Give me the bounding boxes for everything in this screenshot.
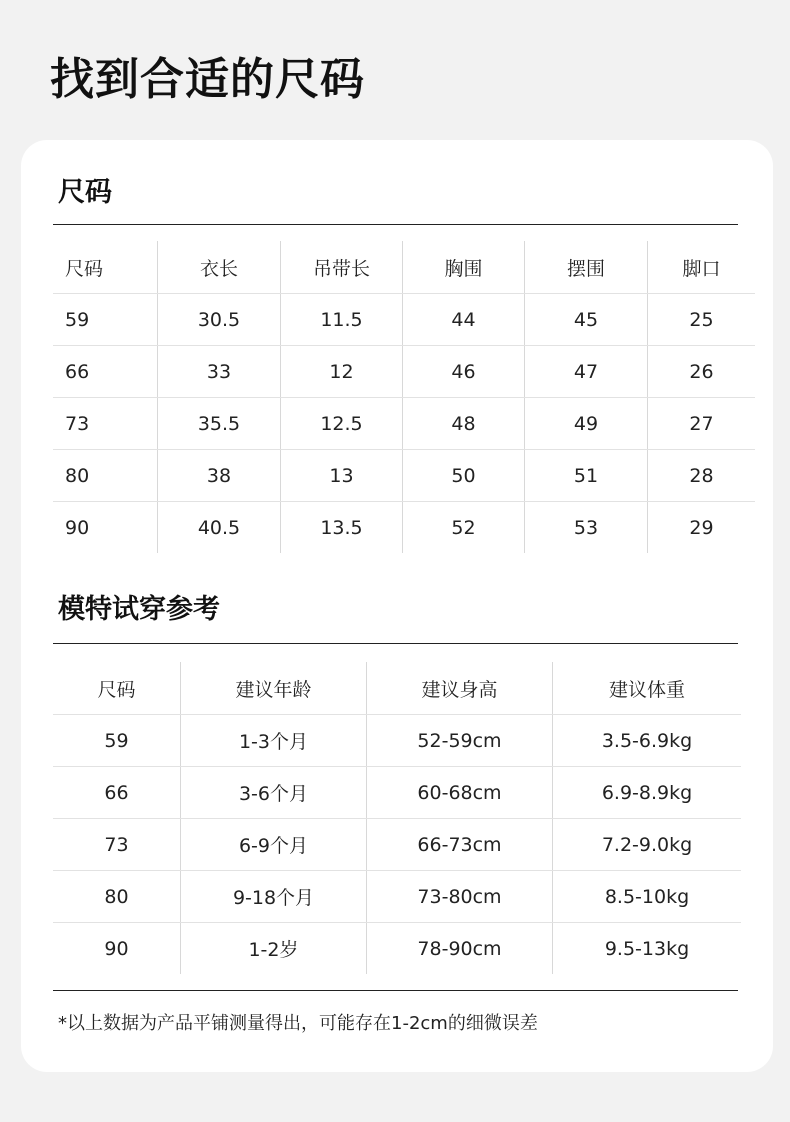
weight-cell: 3.5-6.9kg [553,715,742,767]
size-header-chest: 胸围 [403,241,525,294]
length-cell: 33 [158,346,281,398]
height-cell: 52-59cm [367,715,553,767]
age-cell: 6-9个月 [181,819,367,871]
size-cell: 73 [53,819,181,871]
chest-cell: 48 [403,398,525,450]
table-row [53,502,755,554]
height-cell: 60-68cm [367,767,553,819]
age-cell: 9-18个月 [181,871,367,923]
size-cell: 80 [53,450,158,502]
age-cell: 3-6个月 [181,767,367,819]
chest-cell: 52 [403,502,525,554]
weight-cell: 6.9-8.9kg [553,767,742,819]
leg-opening-cell: 28 [648,450,756,502]
strap-length-cell: 13.5 [281,502,403,554]
table-row [53,871,741,923]
size-cell: 80 [53,871,181,923]
model-header-age: 建议年龄 [181,662,367,715]
hem-cell: 49 [525,398,648,450]
model-fit-table [53,662,741,974]
age-cell: 1-2岁 [181,923,367,975]
hem-cell: 47 [525,346,648,398]
size-cell: 66 [53,767,181,819]
model-section-title: 模特试穿参考 [58,594,220,625]
model-header-height: 建议身高 [367,662,553,715]
size-cell: 90 [65,516,90,539]
strap-length-cell: 12 [281,346,403,398]
length-cell: 35.5 [158,398,281,450]
hem-cell: 51 [525,450,648,502]
length-cell: 30.5 [158,294,281,346]
weight-cell: 9.5-13kg [553,923,742,975]
hem-cell: 45 [525,294,648,346]
leg-opening-cell: 25 [648,294,756,346]
size-header-size: 尺码 [53,241,158,294]
table-row [53,923,741,975]
model-table-header-row [53,662,741,715]
strap-length-cell: 11.5 [281,294,403,346]
strap-length-cell: 12.5 [281,398,403,450]
size-header-length: 衣长 [158,241,281,294]
leg-opening-cell: 26 [648,346,756,398]
length-cell: 40.5 [158,502,281,554]
table-row [53,346,755,398]
weight-cell: 7.2-9.0kg [553,819,742,871]
size-section-divider [53,224,738,225]
size-section-title: 尺码 [58,177,112,208]
size-cell: 59 [53,294,158,346]
size-header-strap-length: 吊带长 [281,241,403,294]
size-cell: 73 [53,398,158,450]
size-header-hem: 摆围 [525,241,648,294]
weight-cell: 8.5-10kg [553,871,742,923]
footnote-divider [53,990,738,991]
table-row [53,294,755,346]
leg-opening-cell: 29 [648,502,756,554]
model-header-size: 尺码 [53,662,181,715]
table-row [53,450,755,502]
model-section-divider [53,643,738,644]
size-table-header-row [53,241,755,294]
size-cell: 59 [53,715,181,767]
size-table [53,241,755,553]
age-cell: 1-3个月 [181,715,367,767]
height-cell: 78-90cm [367,923,553,975]
table-row [53,398,755,450]
height-cell: 66-73cm [367,819,553,871]
page-title: 找到合适的尺码 [50,54,365,105]
length-cell: 38 [158,450,281,502]
measurement-footnote: *以上数据为产品平铺测量得出，可能存在1-2cm的细微误差 [58,1013,538,1034]
height-cell: 73-80cm [367,871,553,923]
table-row [53,767,741,819]
table-row [53,819,741,871]
chest-cell: 44 [403,294,525,346]
size-chart-card [21,140,773,1072]
model-header-weight: 建议体重 [553,662,742,715]
leg-opening-cell: 27 [648,398,756,450]
table-row [53,715,741,767]
chest-cell: 46 [403,346,525,398]
size-cell: 66 [53,346,158,398]
strap-length-cell: 13 [281,450,403,502]
chest-cell: 50 [403,450,525,502]
hem-cell: 53 [525,502,648,554]
size-header-leg-opening: 脚口 [648,241,756,294]
size-cell: 90 [104,937,129,960]
